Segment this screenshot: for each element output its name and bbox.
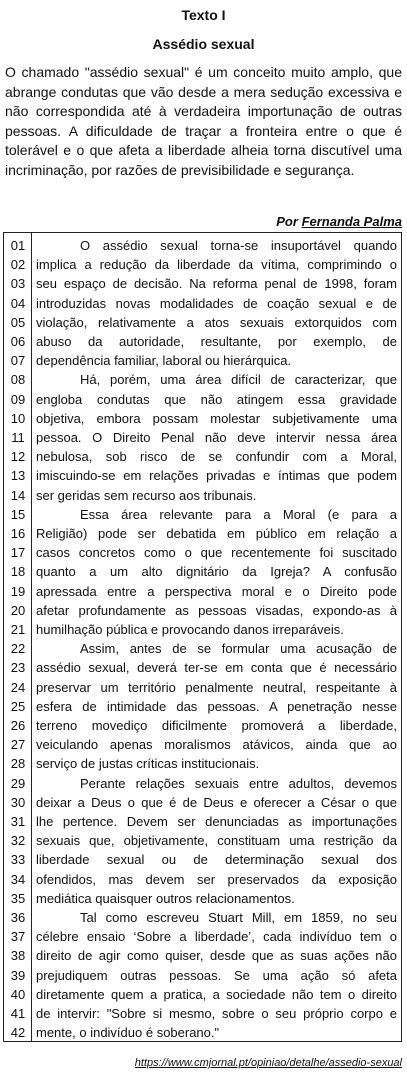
author-prefix: Por	[276, 214, 298, 229]
line-number: 29	[10, 775, 26, 791]
text-line: prejudiquem outras pessoas. Se uma ação só afeta	[36, 967, 397, 983]
line-number: 22	[10, 641, 26, 657]
text-line: Essa área relevante para a Moral (e para a	[80, 506, 397, 522]
text-line: imiscuindo-se em relações privadas e íntimas que podem	[36, 468, 397, 484]
line-number: 20	[10, 602, 26, 618]
text-line: quanto a um alto dignitário da Igreja? A confusão	[36, 564, 397, 580]
text-line: dependência familiar, laboral ou hierárquica.	[36, 353, 292, 369]
text-line: engloba condutas que não atingem essa gravidade	[36, 391, 397, 407]
text-line: ser geridas sem recurso aos tribunais.	[36, 487, 257, 503]
line-number: 10	[10, 410, 26, 426]
text-line: nebulosa, sob risco de se confundir com a Moral,	[36, 449, 397, 465]
text-line: diretamente quem a pratica, a sociedade não tem o direito	[36, 986, 397, 1002]
line-number: 06	[10, 334, 26, 349]
line-number: 33	[10, 852, 26, 868]
text-line: liberdade sexual ou de determinação sexual dos	[36, 852, 397, 868]
line-number: 12	[10, 449, 26, 465]
text-line: serviço de justas críticas institucionais.	[36, 756, 260, 772]
text-line: mediática quaisquer outros relacionamentos.	[36, 890, 295, 906]
text-line: de intervir: "Sobre si mesmo, sobre o seu próprio corpo e	[36, 1006, 397, 1021]
text-line: objetiva, embora possam molestar subjetivamente uma	[36, 410, 397, 426]
text-line: ofendidos, mas devem ser preservados da exposição	[36, 871, 397, 887]
text-line: célebre ensaio ‘Sobre a liberdade’, cada indivíduo tem o	[36, 929, 397, 945]
line-number: 34	[10, 871, 26, 887]
line-number: 07	[10, 353, 26, 369]
text-line: afetar profundamente as pessoas visadas, expondo-as à	[36, 602, 397, 618]
line-number: 04	[10, 295, 26, 311]
line-number: 27	[10, 737, 26, 753]
line-number: 08	[10, 372, 26, 388]
text-line: esfera de intimidade das pessoas. A penetração nesse	[36, 698, 397, 714]
line-number: 13	[10, 468, 26, 484]
line-number: 21	[10, 622, 26, 637]
text-line: assédio sexual, deverá ter-se em conta que é necessário	[36, 660, 397, 676]
text-line: sexuais que, objetivamente, constituam uma restrição da	[36, 833, 397, 849]
text-line: apressada entre a perspectiva moral e o Direito pode	[36, 583, 397, 599]
text-line: mente, o indivíduo é soberano."	[36, 1025, 220, 1041]
line-number: 14	[10, 487, 26, 503]
line-number: 35	[10, 890, 26, 906]
line-number: 11	[11, 430, 25, 445]
line-number: 28	[10, 756, 26, 772]
text-line: casos concretos como o que recentemente foi suscitado	[36, 545, 397, 561]
line-number: 41	[10, 1006, 26, 1021]
page-label: Texto I	[181, 7, 226, 23]
line-number: 36	[10, 910, 26, 925]
text-line: veiculando apenas moralismos atávicos, ainda que ao	[36, 737, 397, 753]
line-number: 16	[10, 526, 26, 541]
text-line: violação, relativamente a atos sexuais extorquidos com	[36, 314, 397, 330]
line-number: 30	[10, 794, 26, 810]
text-line: Tal como escreveu Stuart Mill, em 1859, no seu	[80, 910, 397, 925]
line-number: 23	[10, 660, 26, 676]
text-line: Perante relações sexuais entre adultos, devemos	[80, 775, 397, 791]
text-line: deixar a Deus o que é de Deus e oferecer a César o que	[36, 794, 397, 810]
line-number: 05	[10, 314, 26, 330]
article-body	[32, 233, 401, 1041]
line-number: 39	[10, 967, 26, 983]
text-line: Há, porém, uma área difícil de caracterizar, que	[80, 372, 397, 388]
author-byline	[276, 214, 402, 230]
text-line: O assédio sexual torna-se insuportável quando	[80, 238, 397, 253]
line-number-column	[4, 233, 32, 1041]
line-number: 03	[10, 276, 26, 292]
text-line: humilhação pública e provocando danos irreparáveis.	[36, 622, 344, 637]
text-line: pessoa. O Direito Penal não deve intervir nessa área	[36, 430, 397, 445]
line-number: 26	[10, 718, 26, 733]
text-line: lhe pertence. Devem ser denunciadas as importunações	[36, 814, 397, 829]
line-number: 38	[10, 948, 26, 964]
line-number: 01	[10, 238, 26, 253]
line-number: 25	[10, 698, 26, 714]
text-line: direito de agir como quiser, desde que as suas ações não	[36, 948, 397, 964]
line-number: 18	[10, 564, 26, 580]
text-line: preservar um território penalmente neutral, respeitante à	[36, 679, 397, 695]
text-line: terreno movediço dificilmente promoverá a liberdade,	[36, 718, 397, 733]
line-number: 32	[10, 833, 26, 849]
document-title: Assédio sexual	[152, 36, 255, 52]
author-name: Fernanda Palma	[301, 214, 402, 229]
line-number: 37	[10, 929, 26, 945]
line-number: 19	[10, 583, 26, 599]
text-line: abuso da autoridade, resultante, por exemplo, de	[36, 334, 397, 349]
line-number: 02	[10, 257, 26, 273]
source-link[interactable]: https://www.cmjornal.pt/opiniao/detalhe/assedio-sexual	[134, 1057, 402, 1069]
text-line: Assim, antes de se formular uma acusação de	[80, 641, 397, 657]
text-line: implica a redução da liberdade da vítima, comprimindo o	[36, 257, 397, 273]
text-line: Religião) pode ser debatida em público em relação a	[36, 526, 397, 541]
line-number: 09	[10, 391, 26, 407]
article-text-box	[3, 232, 402, 1042]
line-number: 31	[10, 814, 26, 829]
line-number: 42	[10, 1025, 26, 1041]
line-number: 15	[10, 506, 26, 522]
line-number: 24	[10, 679, 26, 695]
text-line: seu espaço de decisão. Na reforma penal de 1998, foram	[36, 276, 397, 292]
line-number: 40	[10, 986, 26, 1002]
line-number: 17	[10, 545, 26, 561]
text-line: introduzidas novas modalidades de coação sexual e de	[36, 295, 397, 311]
intro-paragraph: O chamado "assédio sexual" é um conceito muito amplo, que abrange condutas que vão desde a mera sedução excessiva e não correspondida até à verdadeira importunação de outras pessoas. A dificuldade de traçar a fronteira entre o que é tolerável e o que afeta a liberdade alheia torna discutível uma incriminação, por razões de previsibilidade e segurança.	[5, 64, 402, 178]
